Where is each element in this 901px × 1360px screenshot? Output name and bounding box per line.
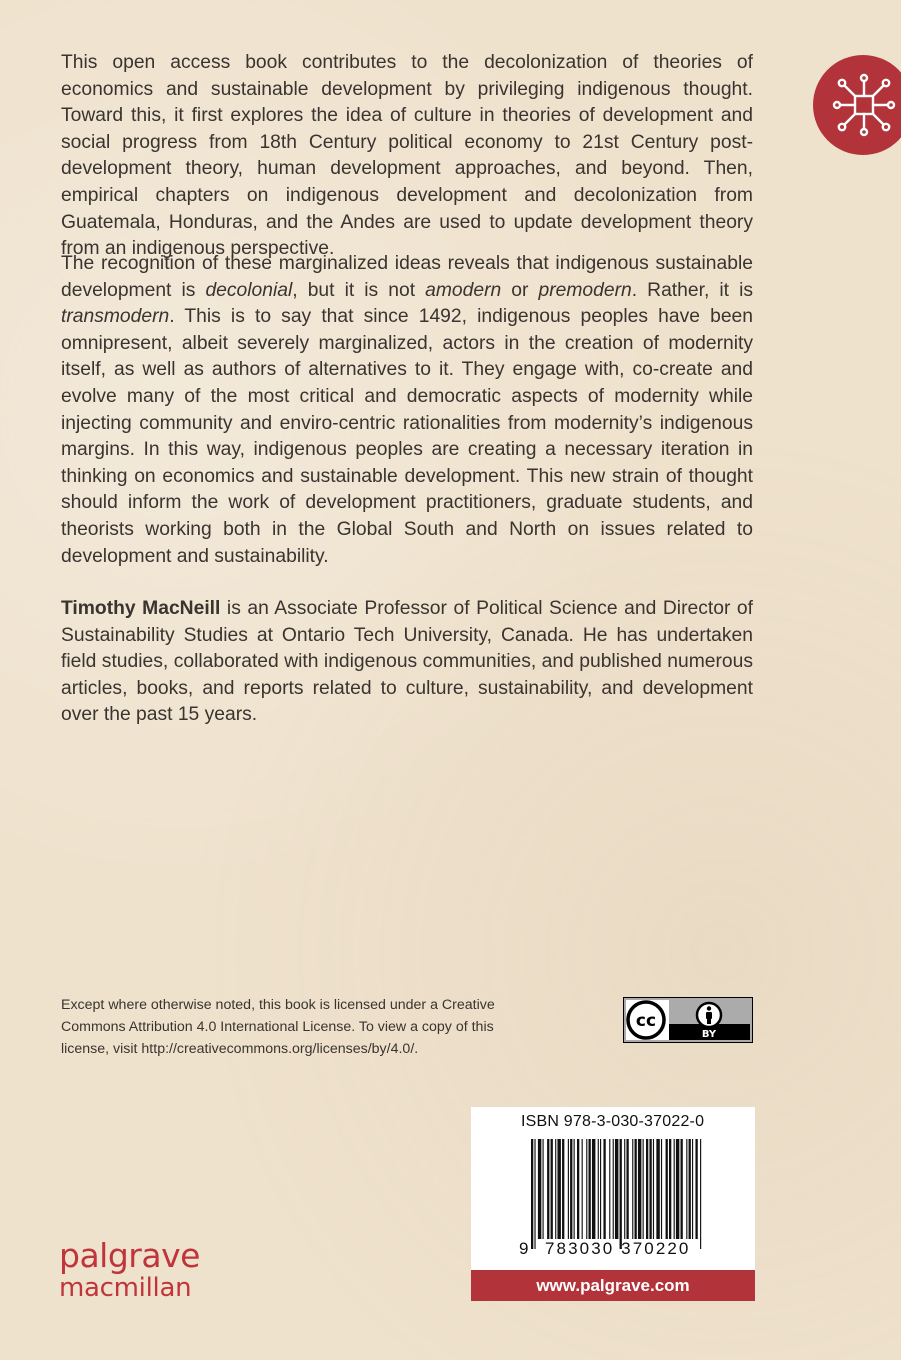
barcode-icon bbox=[531, 1139, 703, 1251]
p2-term-decolonial: decolonial bbox=[205, 279, 293, 301]
blurb-paragraph-2 bbox=[61, 251, 753, 570]
barcode-bar bbox=[568, 1139, 569, 1239]
palgrave-network-logo-badge bbox=[813, 55, 901, 155]
barcode-bar bbox=[543, 1139, 544, 1239]
barcode-bar bbox=[613, 1139, 614, 1239]
barcode-bar bbox=[615, 1139, 618, 1239]
author-bio-text: is an Associate Professor of Political Science and Director of Sustainability Studies at Ontario Tech University, Canada. He has undertaken field studies, collaborated with indigenous communities, and published numerous articles, books, and reports related to culture, sustainability, and development over the past 15 years. bbox=[61, 598, 753, 726]
publisher-url[interactable]: www.palgrave.com bbox=[471, 1270, 755, 1301]
barcode-bar bbox=[669, 1139, 671, 1239]
blurb-paragraph-1: This open access book contributes to the decolonization of theories of economics and sustainable development by privileging indigenous thought. Toward this, it first explores the idea of culture in theories of development and social progress from 18th Century political economy to 21st Century post-development theory, human development approaches, and beyond. Then, empirical chapters on indigenous development and decolonization from Guatemala, Honduras, and the Andes are used to update development theory from an indigenous perspective. bbox=[61, 52, 753, 260]
cc-mark-text: cc bbox=[635, 1011, 657, 1031]
p2-text-1: The recognition of these marginalized ideas reveals that indigenous sustainable development is bbox=[61, 253, 753, 301]
barcode-bar bbox=[661, 1139, 662, 1239]
license-notice: Except where otherwise noted, this book is licensed under a Creative Commons Attribution 4.0 International License. To view a copy of this license, visit http://creativecommons.org/licenses/by/4.0/. bbox=[61, 997, 495, 1057]
barcode-bar bbox=[582, 1139, 583, 1239]
barcode-bar bbox=[674, 1139, 675, 1239]
barcode-bar bbox=[624, 1139, 625, 1239]
barcode-bar bbox=[649, 1139, 651, 1239]
by-mark-text: BY bbox=[701, 1029, 717, 1040]
barcode-bar bbox=[574, 1139, 575, 1239]
barcode-bar bbox=[686, 1139, 687, 1239]
barcode-bar bbox=[598, 1139, 599, 1239]
barcode-bar bbox=[592, 1139, 595, 1239]
cc-by-license-badge[interactable] bbox=[623, 997, 753, 1043]
barcode-bar bbox=[666, 1139, 668, 1239]
author-bio bbox=[61, 596, 753, 729]
barcode-bar bbox=[589, 1139, 591, 1239]
barcode-bar bbox=[676, 1139, 679, 1239]
barcode-bar bbox=[646, 1139, 648, 1239]
barcode-bar bbox=[603, 1139, 605, 1239]
barcode-bar bbox=[626, 1139, 628, 1239]
publisher-logo bbox=[59, 1236, 200, 1303]
barcode-bar bbox=[656, 1139, 659, 1239]
barcode-bar bbox=[620, 1139, 622, 1249]
barcode-bar bbox=[586, 1139, 587, 1239]
ean-digits: 783030 370220 bbox=[545, 1239, 691, 1258]
p2-term-transmodern: transmodern bbox=[61, 306, 170, 328]
attribution-person-icon bbox=[697, 1003, 721, 1027]
barcode-bar bbox=[700, 1139, 701, 1249]
p2-text-2: , but it is not bbox=[292, 279, 426, 301]
barcode-bar bbox=[653, 1139, 654, 1239]
p2-text-3: or bbox=[501, 279, 539, 301]
author-name: Timothy MacNeill bbox=[61, 598, 221, 619]
barcode-bar bbox=[551, 1139, 553, 1239]
barcode-bar bbox=[609, 1139, 610, 1239]
isbn-barcode-panel bbox=[471, 1107, 755, 1301]
barcode-bar bbox=[632, 1139, 633, 1239]
p2-term-amodern: amodern bbox=[425, 279, 502, 301]
barcode-bar bbox=[531, 1139, 533, 1249]
barcode-bar bbox=[638, 1139, 641, 1239]
barcode-bar bbox=[643, 1139, 644, 1239]
ean-first-digit: 9 bbox=[519, 1239, 529, 1258]
cc-logo-icon bbox=[628, 1002, 664, 1038]
p2-text-5: . This is to say that since 1492, indigenous peoples have been omnipresent, albeit severely marginalized, actors in the creation of modernity itself, as well as authors of alternatives to it. They engage with, co-create and evolve many of the most critical and democratic aspects of modernity while injecting community and enviro-centric rationalities from modernity’s indigenous margins. In this way, indigenous peoples are creating a necessary iteration in thinking on economics and sustainable development. This new strain of thought should inform the work of development practitioners, graduate students, and theorists working both in the Global South and North on issues related to development and sustainability. bbox=[61, 306, 753, 567]
barcode-bar bbox=[538, 1139, 541, 1239]
p2-text-4: . Rather, it is bbox=[631, 279, 753, 301]
barcode-bar bbox=[557, 1139, 560, 1239]
barcode-bar bbox=[547, 1139, 549, 1239]
network-icon bbox=[831, 72, 897, 138]
barcode-bar bbox=[600, 1139, 601, 1239]
barcode-bar bbox=[681, 1139, 683, 1239]
barcode-bar bbox=[570, 1139, 572, 1239]
barcode-bar bbox=[689, 1139, 691, 1239]
isbn-label: ISBN 978-3-030-37022-0 bbox=[521, 1113, 705, 1130]
barcode-bar bbox=[695, 1139, 697, 1239]
barcode-bar bbox=[577, 1139, 579, 1239]
barcode-bar bbox=[692, 1139, 693, 1239]
barcode-bar bbox=[555, 1139, 556, 1239]
publisher-name: palgrave bbox=[59, 1236, 200, 1275]
barcode-bar bbox=[562, 1139, 564, 1239]
publisher-imprint: macmillan bbox=[59, 1273, 192, 1303]
p2-term-premodern: premodern bbox=[538, 279, 632, 301]
barcode-bar bbox=[635, 1139, 637, 1239]
barcode-bar bbox=[534, 1139, 535, 1249]
